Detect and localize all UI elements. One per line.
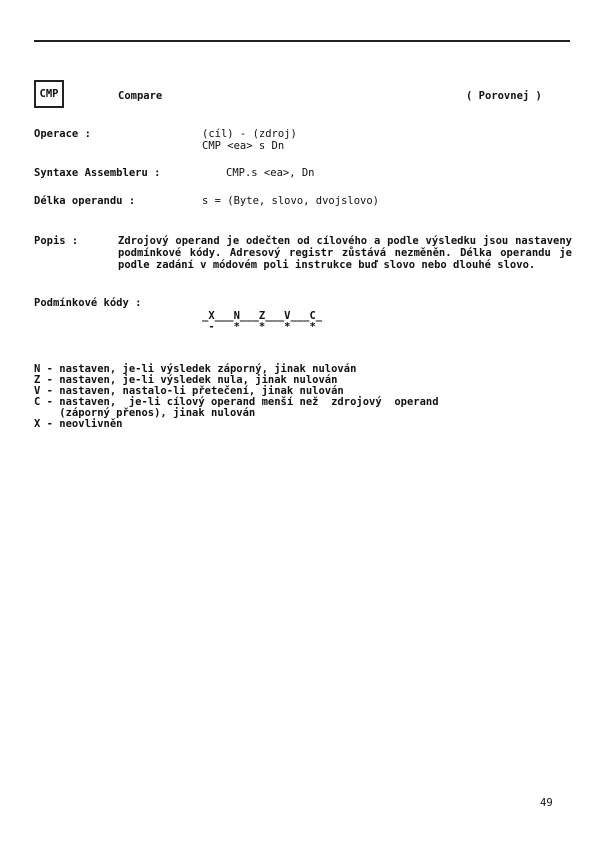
condition-code-item: N - nastaven, je-li výsledek záporný, jinak nulován [34, 363, 357, 375]
description-label: Popis : [34, 235, 79, 247]
condition-code-item: Z - nastaven, je-li výsledek nula, jinak nulován [34, 374, 338, 386]
syntax-label: Syntaxe Assembleru : [34, 167, 161, 179]
condition-code-marks: - * * * * [202, 321, 323, 333]
description-text: Zdrojový operand je odečten od cílového a podle výsledku jsou nastaveny podmínkové kódy. Adresový registr zůstává nezměněn. Délka operandu je podle zadání v módovém poli instrukce buď slovo nebo dlouhé slovo. [118, 235, 572, 271]
condition-code-item: V - nastaven, nastalo-li přetečení, jinak nulován [34, 385, 344, 397]
condition-code-item: C - nastaven, je-li cílový operand menší než zdrojový operand [34, 396, 439, 408]
operation-label: Operace : [34, 128, 91, 140]
mnemonic-label: CMP [39, 88, 59, 100]
operation-line-1: (cíl) - (zdroj) [202, 128, 297, 140]
size-label: Délka operandu : [34, 195, 136, 207]
page-number: 49 [540, 797, 553, 809]
top-rule [34, 40, 570, 42]
condition-codes-label: Podmínkové kódy : [34, 297, 142, 309]
mnemonic-box [34, 80, 64, 108]
condition-code-item: X - neovlivněn [34, 418, 123, 430]
syntax-value: CMP.s <ea>, Dn [226, 167, 315, 179]
size-value: s = (Byte, slovo, dvojslovo) [202, 195, 380, 207]
condition-code-item: (záporný přenos), jinak nulován [34, 407, 256, 419]
operation-line-2: CMP <ea> s Dn [202, 140, 285, 152]
condition-code-list [34, 363, 439, 429]
condition-code-flags: _X___N___Z___V___C_ [202, 310, 323, 322]
instruction-czech-name: ( Porovnej ) [466, 90, 542, 102]
instruction-name: Compare [118, 90, 163, 102]
